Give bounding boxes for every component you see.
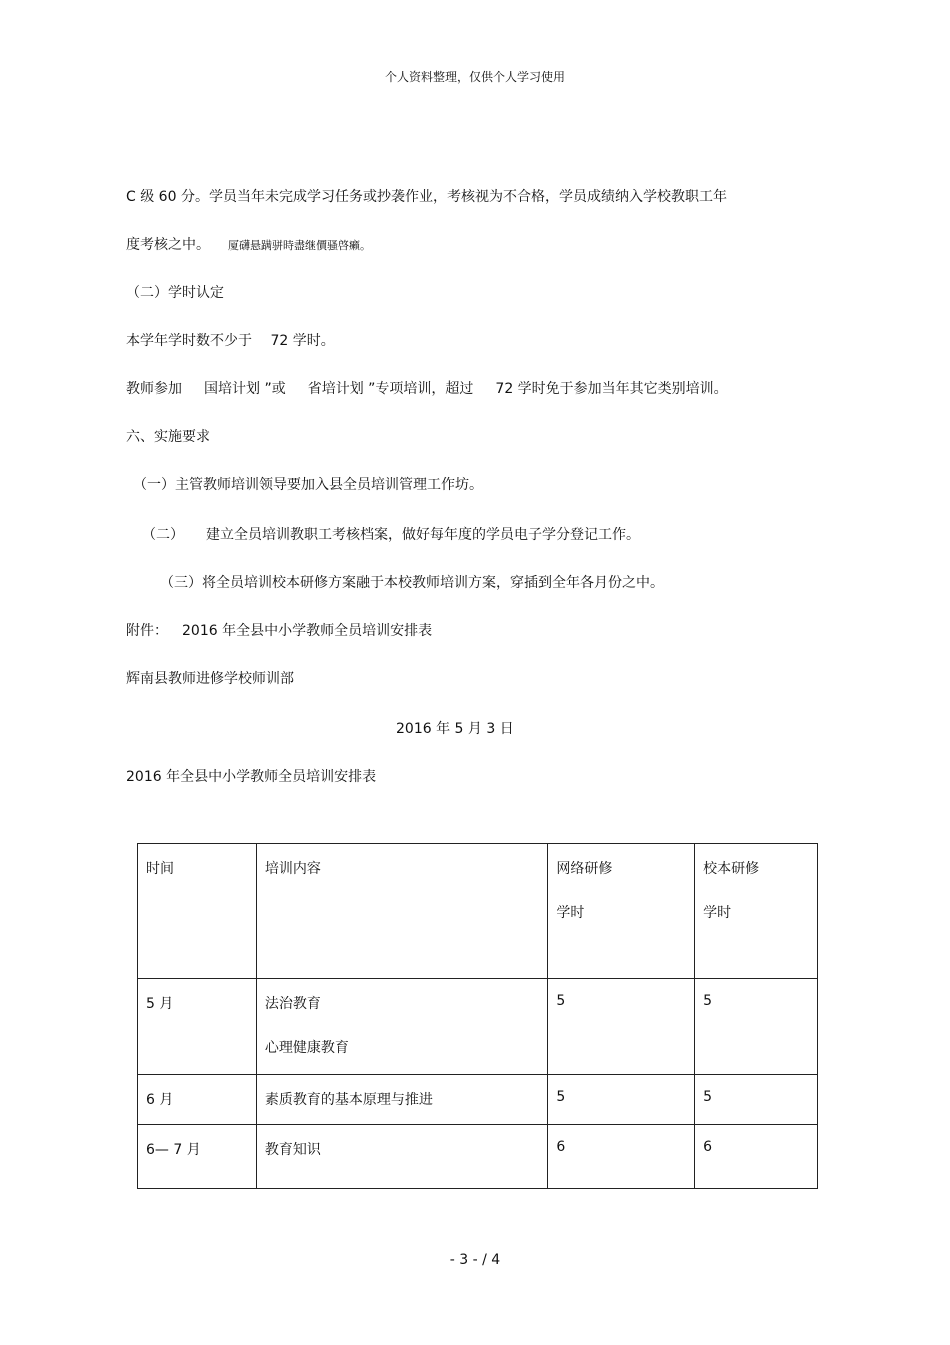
cell-time — [138, 1075, 257, 1125]
cell-text: 6 月 — [146, 1092, 174, 1108]
paragraph-requirement-3: （三）将全员培训校本研修方案融于本校教师培训方案，穿插到全年各月份之中。 — [160, 575, 664, 591]
page-header: 个人资料整理，仅供个人学习使用 — [384, 70, 565, 84]
cell-text: 6 — [556, 1139, 566, 1155]
paragraph-requirement-1: （一）主管教师培训领导要加入县全员培训管理工作坊。 — [133, 477, 483, 493]
section-heading-hours: （二）学时认定 — [126, 285, 224, 301]
text-segment: （二） — [142, 527, 184, 543]
table-row — [138, 1125, 818, 1189]
text-segment: 附件： — [126, 623, 168, 639]
header-label: 时间 — [146, 861, 174, 877]
cell-text: 5 — [703, 1089, 713, 1105]
text-segment: 2016 年全县中小学教师全员培训安排表 — [182, 623, 433, 639]
page-number: - 3 - / 4 — [449, 1252, 501, 1268]
paragraph-requirement-2 — [142, 524, 640, 544]
text-segment: 省培计划 ”专项培训，超过 — [307, 381, 474, 397]
cell-text: 5 — [703, 993, 713, 1009]
cell-online-hours — [548, 1075, 695, 1125]
signature-date: 2016 年 5 月 3 日 — [396, 721, 514, 737]
header-label: 学时 — [703, 905, 732, 921]
cell-content — [256, 1075, 548, 1125]
table-row — [138, 979, 818, 1075]
text-segment: 国培计划 ”或 — [204, 381, 286, 397]
header-cell-school — [695, 844, 818, 979]
header-label: 网络研修 — [556, 861, 613, 877]
signature-organization: 辉南县教师进修学校师训部 — [126, 671, 294, 687]
cell-online-hours — [548, 1125, 695, 1189]
cell-time — [138, 979, 257, 1075]
text-segment: 建立全员培训教职工考核档案，做好每年度的学员电子学分登记工作。 — [206, 527, 640, 543]
training-schedule-table — [137, 843, 818, 1189]
text-segment: 72 学时免于参加当年其它类别培训。 — [495, 381, 728, 397]
cell-text: 6 — [703, 1139, 713, 1155]
cell-content — [256, 979, 548, 1075]
paragraph-grading: C 级 60 分。学员当年未完成学习任务或抄袭作业，考核视为不合格，学员成绩纳入学校教职工年 — [126, 189, 727, 205]
text-segment: 教师参加 — [126, 381, 182, 397]
cell-time — [138, 1125, 257, 1189]
section-heading-requirements: 六、实施要求 — [126, 429, 210, 445]
paragraph-national-training — [126, 378, 728, 398]
cell-content — [256, 1125, 548, 1189]
table-row — [138, 1075, 818, 1125]
cell-text: 法治教育 — [264, 996, 321, 1012]
garbled-text: 厦礴悬蹒骈時盡继價骚啓癩。 — [228, 239, 371, 252]
header-cell-content — [256, 844, 548, 979]
cell-text: 5 月 — [146, 996, 174, 1012]
cell-text: 素质教育的基本原理与推进 — [264, 1092, 433, 1108]
cell-school-hours — [695, 979, 818, 1075]
cell-school-hours — [695, 1075, 818, 1125]
paragraph-annual-assessment — [126, 234, 371, 254]
cell-text: 心理健康教育 — [264, 1040, 349, 1056]
cell-text: 5 — [556, 993, 566, 1009]
header-cell-online — [548, 844, 695, 979]
cell-text: 6— 7 月 — [146, 1142, 201, 1158]
paragraph-min-hours: 本学年学时数不少于 72 学时。 — [126, 333, 335, 349]
cell-online-hours — [548, 979, 695, 1075]
header-label: 校本研修 — [703, 861, 760, 877]
table-title: 2016 年全县中小学教师全员培训安排表 — [126, 769, 377, 785]
header-cell-time — [138, 844, 257, 979]
header-label: 培训内容 — [264, 861, 321, 877]
attachment-line — [126, 620, 432, 640]
cell-text: 教育知识 — [264, 1142, 321, 1158]
cell-school-hours — [695, 1125, 818, 1189]
header-label: 学时 — [556, 905, 585, 921]
paragraph-text: 度考核之中。 — [126, 237, 210, 253]
table-header-row — [138, 844, 818, 979]
cell-text: 5 — [556, 1089, 566, 1105]
